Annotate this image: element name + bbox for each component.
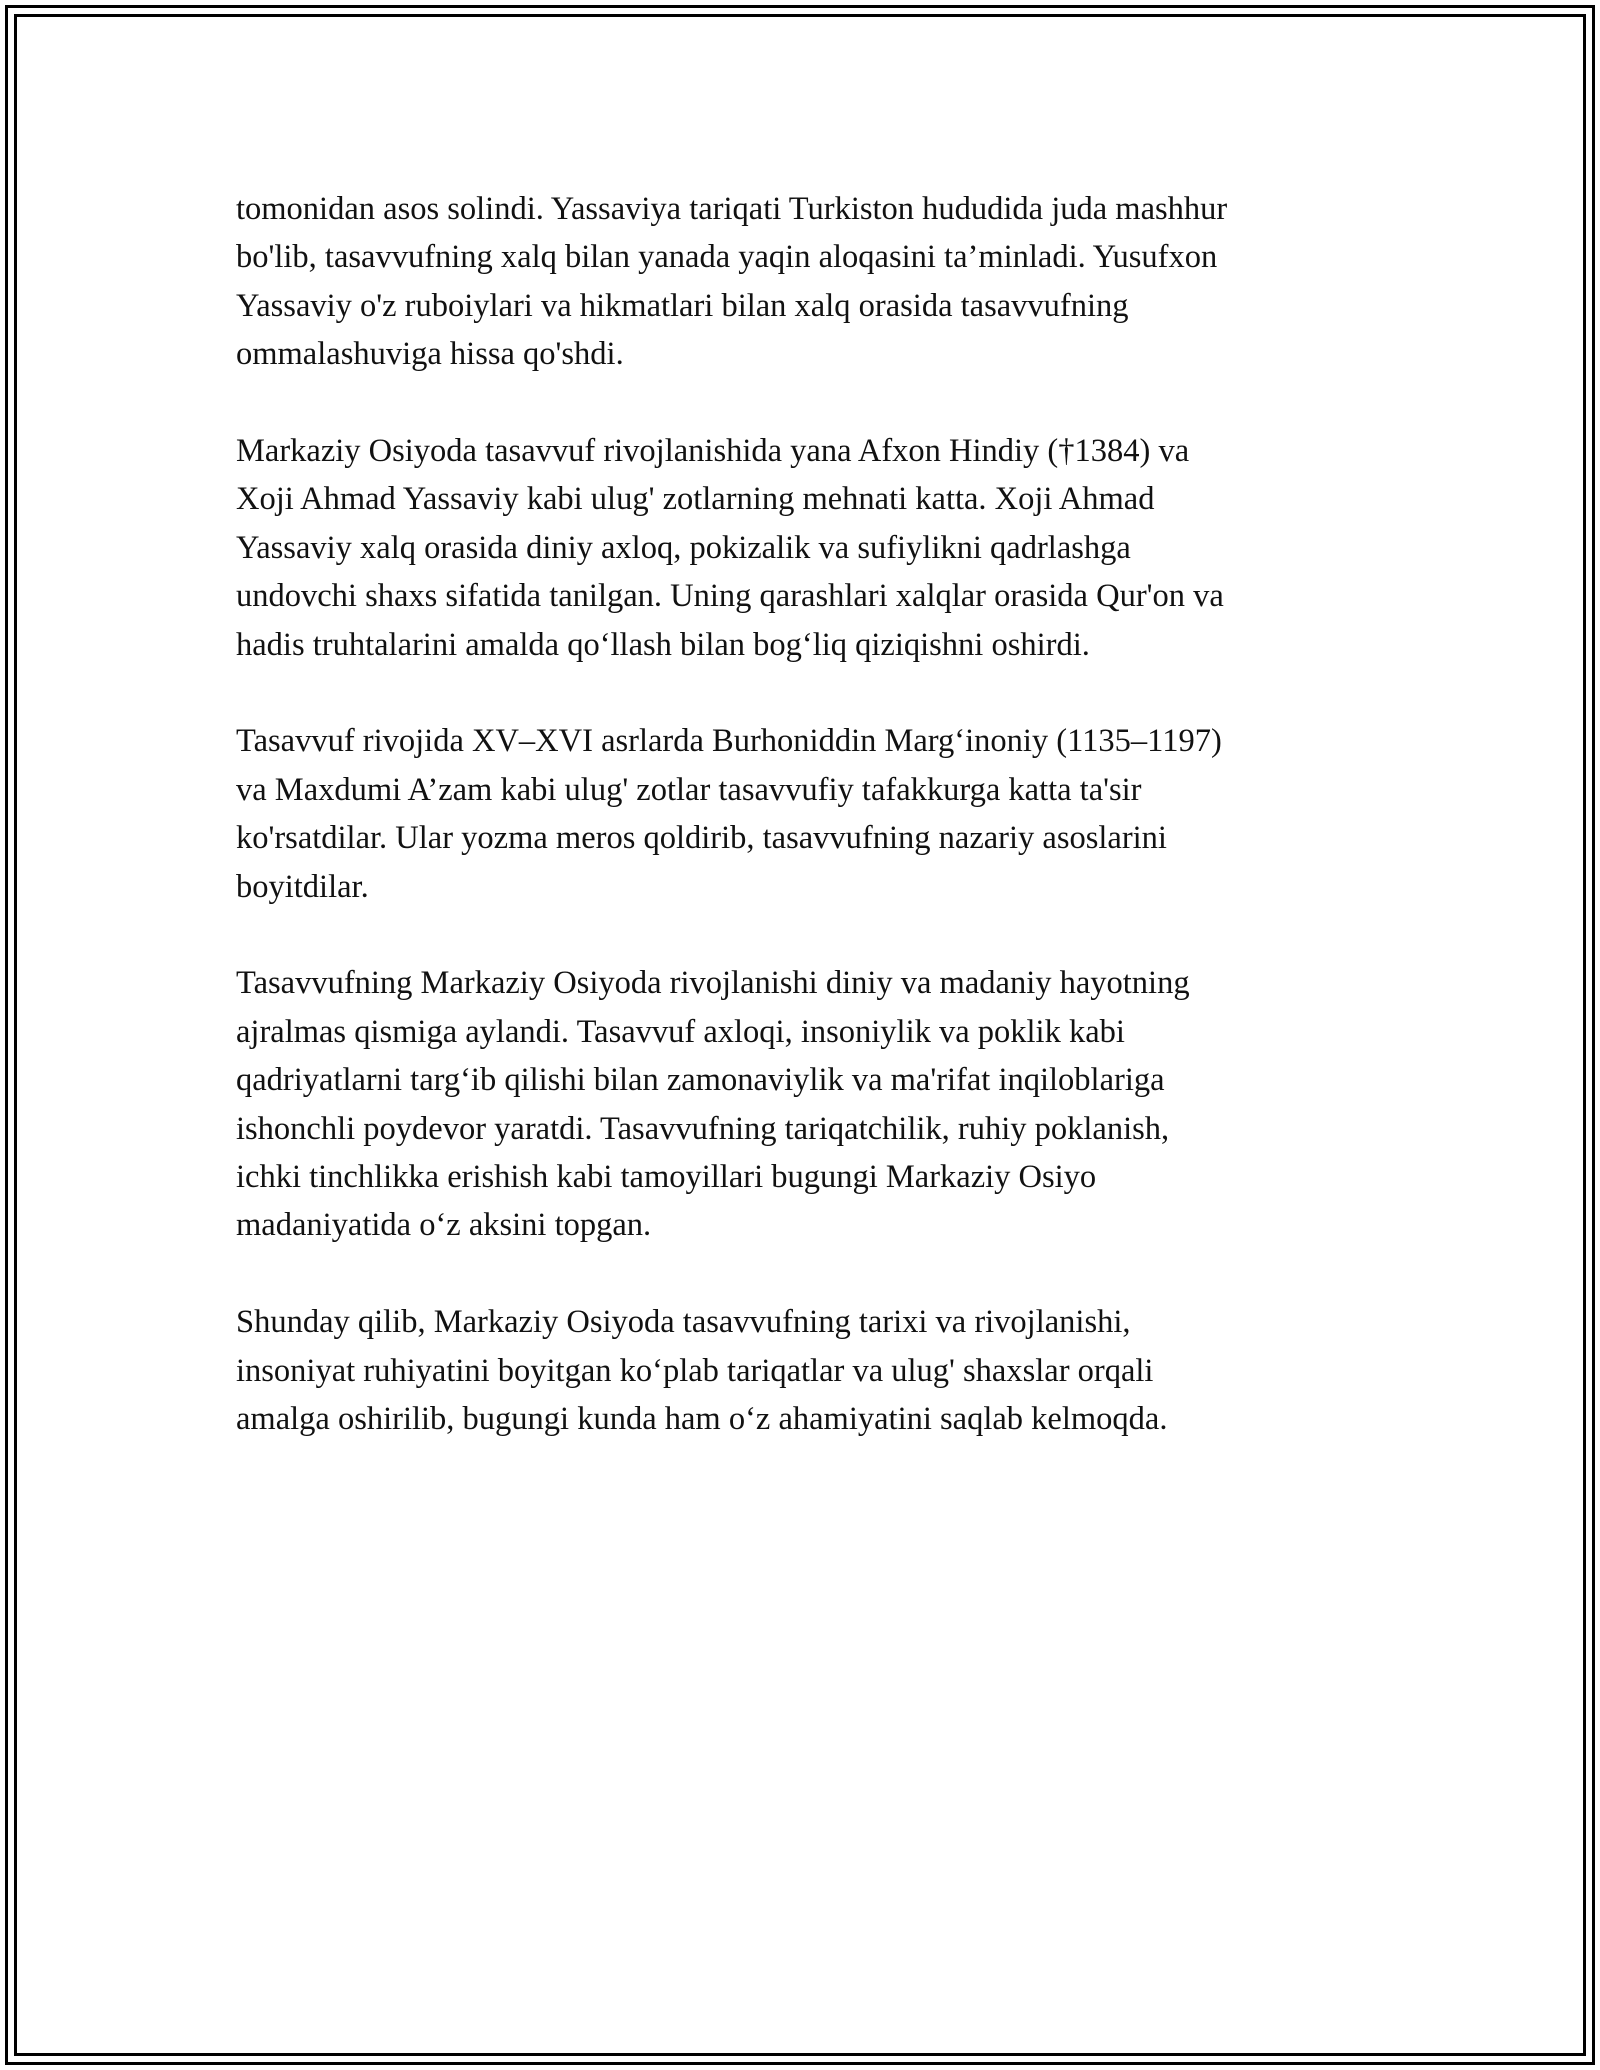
text-line: ajralmas qismiga aylandi. Tasavvuf axloqi, insoniylik va poklik kabi: [236, 1013, 1125, 1050]
text-line: va Maxdumi A’zam kabi ulug' zotlar tasavvufiy tafakkurga katta ta'sir: [236, 771, 1142, 808]
text-line: Markaziy Osiyoda tasavvuf rivojlanishida yana Afxon Hindiy (†1384) va: [236, 433, 1190, 470]
text-line: Shunday qilib, Markaziy Osiyoda tasavvufning tarixi va rivojlanishi,: [236, 1304, 1131, 1341]
text-line: ommalashuviga hissa qo'shdi.: [236, 336, 624, 373]
text-line: Yassaviy xalq orasida diniy axloq, pokizalik va sufiylikni qadrlashga: [236, 529, 1131, 566]
paragraph-1: [236, 185, 1376, 379]
paragraph-4: [236, 959, 1376, 1249]
text-line: madaniyatida o‘z aksini topgan.: [236, 1207, 652, 1244]
text-line: ishonchli poydevor yaratdi. Tasavvufning tariqatchilik, ruhiy poklanish,: [236, 1110, 1170, 1147]
text-line: ko'rsatdilar. Ular yozma meros qoldirib, tasavvufning nazariy asoslarini: [236, 820, 1167, 857]
text-line: bo'lib, tasavvufning xalq bilan yanada yaqin aloqasini ta’minladi. Yusufxon: [236, 239, 1218, 276]
text-line: Tasavvufning Markaziy Osiyoda rivojlanishi diniy va madaniy hayotning: [236, 965, 1190, 1002]
text-line: Tasavvuf rivojida XV–XVI asrlarda Burhoniddin Marg‘inoniy (1135–1197): [236, 723, 1222, 760]
paragraph-2: [236, 427, 1376, 669]
text-line: hadis truhtalarini amalda qo‘llash bilan bog‘liq qiziqishni oshirdi.: [236, 626, 1090, 663]
text-line: ichki tinchlikka erishish kabi tamoyillari bugungi Markaziy Osiyo: [236, 1159, 1097, 1196]
text-line: tomonidan asos solindi. Yassaviya tariqati Turkiston hududida juda mashhur: [236, 191, 1228, 227]
paragraph-5: [236, 1298, 1376, 1443]
text-line: Yassaviy o'z ruboiylari va hikmatlari bilan xalq orasida tasavvufning: [236, 287, 1129, 324]
document-body: [236, 185, 1376, 1444]
text-line: amalga oshirilib, bugungi kunda ham o‘z ahamiyatini saqlab kelmoqda.: [236, 1401, 1168, 1438]
paragraph-3: [236, 717, 1376, 911]
text-line: boyitdilar.: [236, 868, 369, 905]
text-line: Xoji Ahmad Yassaviy kabi ulug' zotlarning mehnati katta. Xoji Ahmad: [236, 481, 1155, 518]
text-line: qadriyatlarni targ‘ib qilishi bilan zamonaviylik va ma'rifat inqiloblariga: [236, 1062, 1165, 1099]
text-line: insoniyat ruhiyatini boyitgan ko‘plab tariqatlar va ulug' shaxslar orqali: [236, 1352, 1154, 1389]
text-line: undovchi shaxs sifatida tanilgan. Uning qarashlari xalqlar orasida Qur'on va: [236, 578, 1224, 615]
